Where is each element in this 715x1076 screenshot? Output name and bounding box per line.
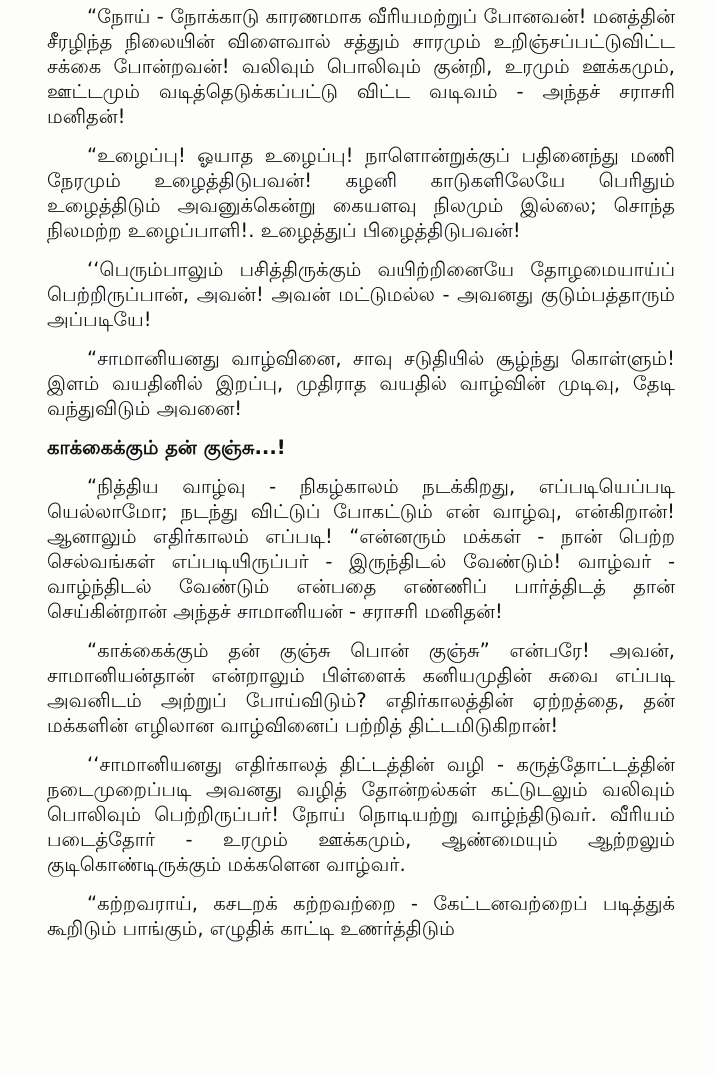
paragraph-crow-proverb: “காக்கைக்கும் தன் குஞ்சு பொன் குஞ்சு” என்பரே! அவன், சாமானியன்தான் என்றாலும் பிள்ளைக் கனியமுதின் சுவை எப்படி அவனிடம் அற்றுப் போய்விடும்? எதிர்காலத்தின் ஏற்றத்தை, தன் மக்களின் எழிலான வாழ்வினைப் பற்றித் திட்டமிடுகிறான்!	[47, 639, 675, 737]
paragraph-learning: “கற்றவராய், கசடறக் கற்றவற்றை - கேட்டனவற்றைப் படித்துக் கூறிடும் பாங்கும், எழுதிக் காட்டி உணர்த்திடும்	[47, 892, 675, 940]
paragraph-weak-man: “நோய் - நோக்காடு காரணமாக வீரியமற்றுப் போனவன்! மனத்தின் சீரழிந்த நிலையின் விளைவால் சத்தும் சாரமும் உறிஞ்சப்பட்டுவிட்ட சக்கை போன்றவன்! வலிவும் பொலிவும் குன்றி, உரமும் ஊக்கமும், ஊட்டமும் வடித்தெடுக்கப்பட்டு விட்ட வடிவம் - அந்தச் சராசரி மனிதன்!	[47, 5, 675, 128]
paragraph-daily-life: “நித்திய வாழ்வு - நிகழ்காலம் நடக்கிறது, எப்படியெப்படி யெல்லாமோ; நடந்து விட்டுப் போகட்டும் என் வாழ்வு, என்கிறான்! ஆனாலும் எதிர்காலம் எப்படி! “என்னரும் மக்கள் - நான் பெற்ற செல்வங்கள் எப்படியிருப்பர் - இருந்திடல் வேண்டும்! வாழ்வர் - வாழ்ந்திடல் வேண்டும் என்பதை எண்ணிப் பார்த்திடத் தான் செய்கின்றான் அந்தச் சாமானியன் - சராசரி மனிதன்!	[47, 475, 675, 623]
paragraph-hunger: ‘‘பெரும்பாலும் பசித்திருக்கும் வயிற்றினையே தோழமையாய்ப் பெற்றிருப்பான், அவன்! அவன் மட்டுமல்ல - அவனது குடும்பத்தாரும் அப்படியே!	[47, 258, 675, 331]
section-heading: காக்கைக்கும் தன் குஞ்சு...!	[47, 436, 286, 459]
paragraph-death: “சாமானியனது வாழ்வினை, சாவு சடுதியில் சூழ்ந்து கொள்ளும்! இளம் வயதினில் இறப்பு, முதிராத வயதில் வாழ்வின் முடிவு, தேடி வந்துவிடும் அவனை!	[47, 347, 675, 420]
document-page	[47, 4, 675, 955]
paragraph-labour: “உழைப்பு! ஓயாத உழைப்பு! நாளொன்றுக்குப் பதினைந்து மணி நேரமும் உழைத்திடுபவன்! கழனி காடுகளிலேயே பெரிதும் உழைத்திடும் அவனுக்கென்று கையளவு நிலமும் இல்லை; சொந்த நிலமற்ற உழைப்பாளி!. உழைத்துப் பிழைத்திடுபவன்!	[47, 144, 675, 242]
paragraph-future-plan: ‘‘சாமானியனது எதிர்காலத் திட்டத்தின் வழி - கருத்தோட்டத்தின் நடைமுறைப்படி அவனது வழித் தோன்றல்கள் கட்டுடலும் வலிவும் பொலிவும் பெற்றிருப்பர்! நோய் நொடியற்று வாழ்ந்திடுவர். வீரியம் படைத்தோர் - உரமும் ஊக்கமும், ஆண்மையும் ஆற்றலும் குடிகொண்டிருக்கும் மக்களென வாழ்வர்.	[47, 753, 675, 876]
